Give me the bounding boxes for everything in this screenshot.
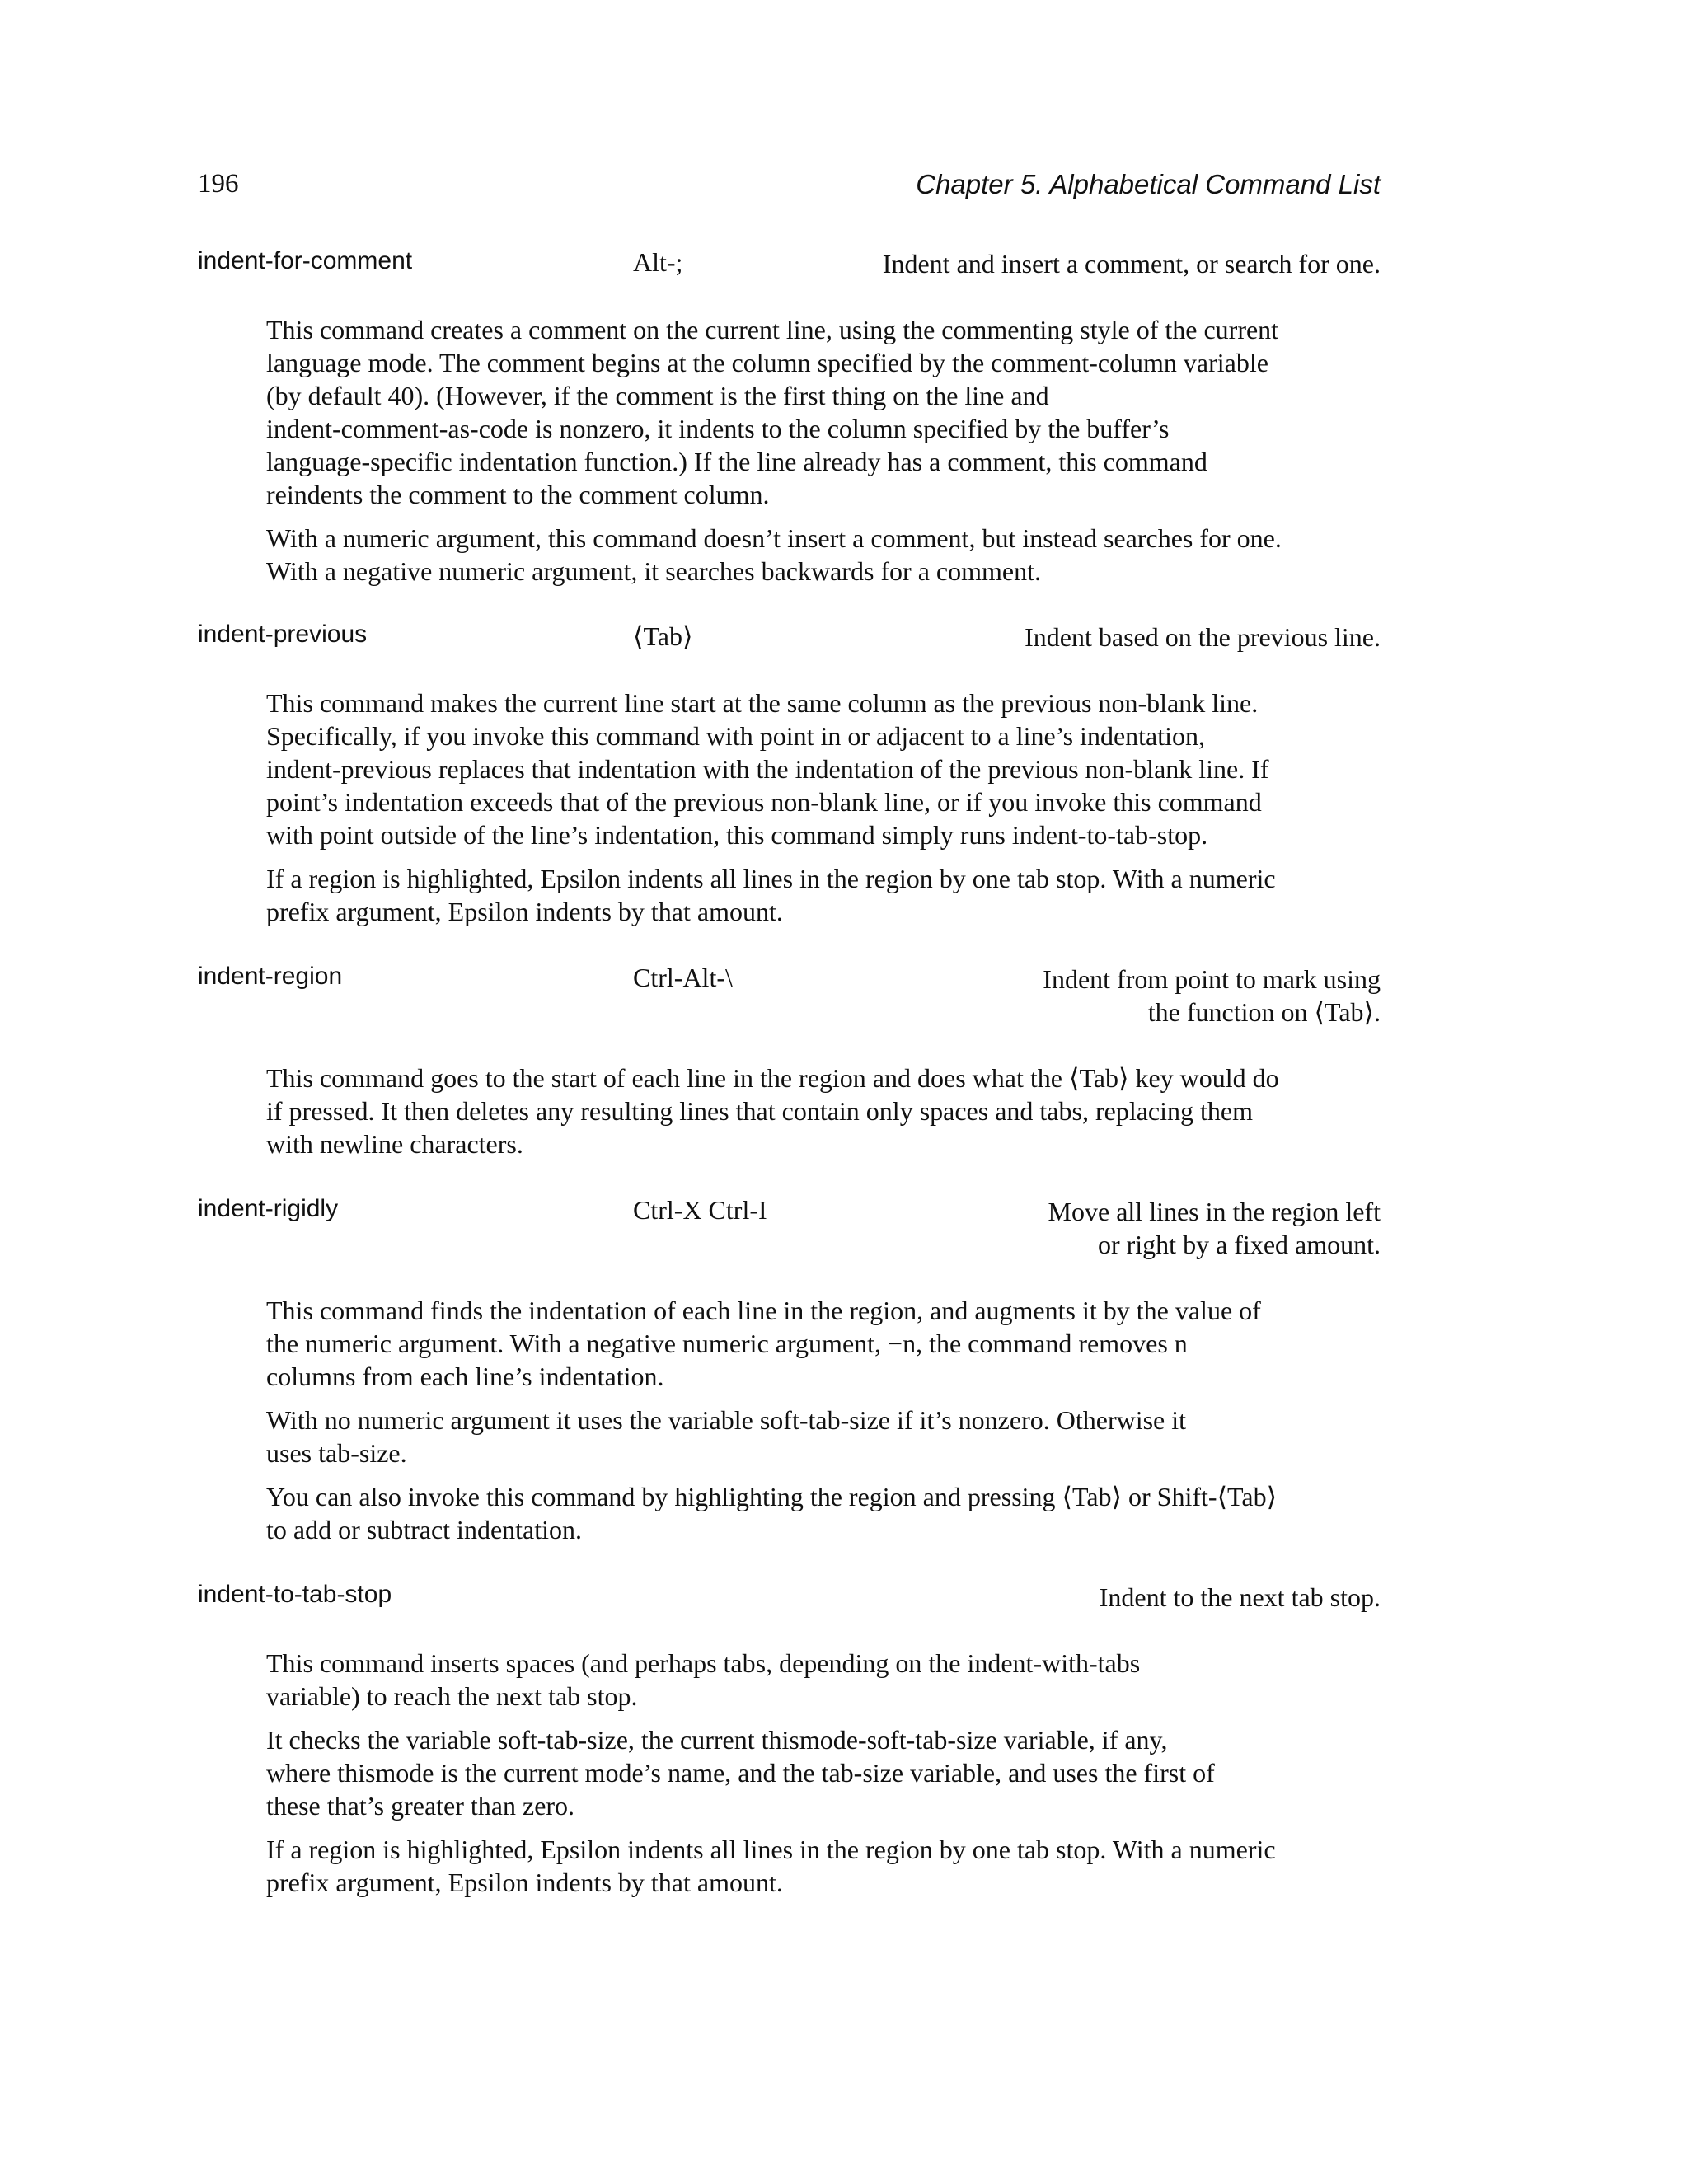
description-paragraph: This command goes to the start of each line in the region and does what the ⟨Tab⟩ key would do if pressed. It then deletes any resulting lines that contain only spaces and tabs, replacing them with newline characters. [266, 1063, 1279, 1159]
description-paragraph: If a region is highlighted, Epsilon indents all lines in the region by one tab stop. With a numeric prefix argument, Epsilon indents by that amount. [266, 864, 1276, 926]
description-paragraph: This command makes the current line start at the same column as the previous non-blank line. Specifically, if you invoke this command with point in or adjacent to a line’s indentation, indent-previous replaces that indentation with the indentation of the previous non-blank line. If point’s indentation exceeds that of the previous non-blank line, or if you invoke this command with point outside of the line’s indentation, this command simply runs indent-to-tab-stop. [266, 688, 1269, 850]
running-title: Chapter 5. Alphabetical Command List [916, 169, 1381, 199]
entry-heading [198, 963, 1381, 1062]
key-binding: Ctrl-X Ctrl-I [633, 1195, 767, 1225]
command-summary: Indent based on the previous line. [1025, 622, 1381, 652]
command-entry-indent-to-tab-stop [198, 1581, 1381, 1910]
key-binding: Alt-; [633, 247, 683, 277]
command-summary: Move all lines in the region left or right by a fixed amount. [1048, 1197, 1381, 1259]
description-paragraph: It checks the variable soft-tab-size, the current thismode-soft-tab-size variable, if any, where thismode is the current mode’s name, and the tab-size variable, and uses the first of these that’s greater than zero. [266, 1725, 1215, 1821]
entry-description [266, 1294, 1329, 1546]
command-name: indent-for-comment [198, 247, 413, 274]
page-number: 196 [198, 169, 239, 199]
command-name: indent-previous [198, 621, 368, 648]
entry-description [266, 687, 1329, 928]
entry-heading [198, 621, 1381, 687]
description-paragraph: You can also invoke this command by highlighting the region and pressing ⟨Tab⟩ or Shift-⟨Tab⟩ to add or subtract indentation. [266, 1482, 1278, 1544]
command-summary: Indent to the next tab stop. [1099, 1582, 1381, 1612]
command-entry-indent-region [198, 963, 1381, 1171]
entry-description [266, 1062, 1329, 1160]
entry-heading [198, 247, 1381, 313]
command-summary: Indent from point to mark using the function on ⟨Tab⟩. [1043, 964, 1381, 1027]
command-name: indent-rigidly [198, 1195, 339, 1222]
description-paragraph: If a region is highlighted, Epsilon indents all lines in the region by one tab stop. With a numeric prefix argument, Epsilon indents by that amount. [266, 1835, 1276, 1897]
description-paragraph: With no numeric argument it uses the variable soft-tab-size if it’s nonzero. Otherwise it uses tab-size. [266, 1405, 1187, 1468]
description-paragraph: This command inserts spaces (and perhaps tabs, depending on the indent-with-tabs variable) to reach the next tab stop. [266, 1648, 1141, 1711]
command-summary: Indent and insert a comment, or search for one. [882, 249, 1381, 279]
entry-description [266, 313, 1329, 588]
key-binding: Ctrl-Alt-\ [633, 963, 733, 992]
command-entry-indent-previous [198, 621, 1381, 939]
entry-heading [198, 1195, 1381, 1294]
key-binding: ⟨Tab⟩ [633, 621, 693, 651]
description-paragraph: With a numeric argument, this command doesn’t insert a comment, but instead searches for one. With a negative numeric argument, it searches backwards for a comment. [266, 523, 1282, 586]
entry-heading [198, 1581, 1381, 1647]
description-paragraph: This command finds the indentation of each line in the region, and augments it by the value of the numeric argument. With a negative numeric argument, −n, the command removes n columns from each line’s indentation. [266, 1296, 1261, 1391]
command-name: indent-region [198, 963, 343, 990]
command-entry-indent-for-comment [198, 247, 1381, 598]
entry-description [266, 1647, 1329, 1899]
description-paragraph: This command creates a comment on the current line, using the commenting style of the current language mode. The comment begins at the column specified by the comment-column variable (by default 40). (However, if the comment is the first thing on the line and indent-comment-as-code is nonzero, it indents to the column specified by the buffer’s language-specific indentation function.) If the line already has a comment, this command reindents the comment to the comment column. [266, 315, 1279, 509]
page-header [198, 169, 1381, 210]
command-name: indent-to-tab-stop [198, 1581, 392, 1608]
command-entry-indent-rigidly [198, 1195, 1381, 1557]
